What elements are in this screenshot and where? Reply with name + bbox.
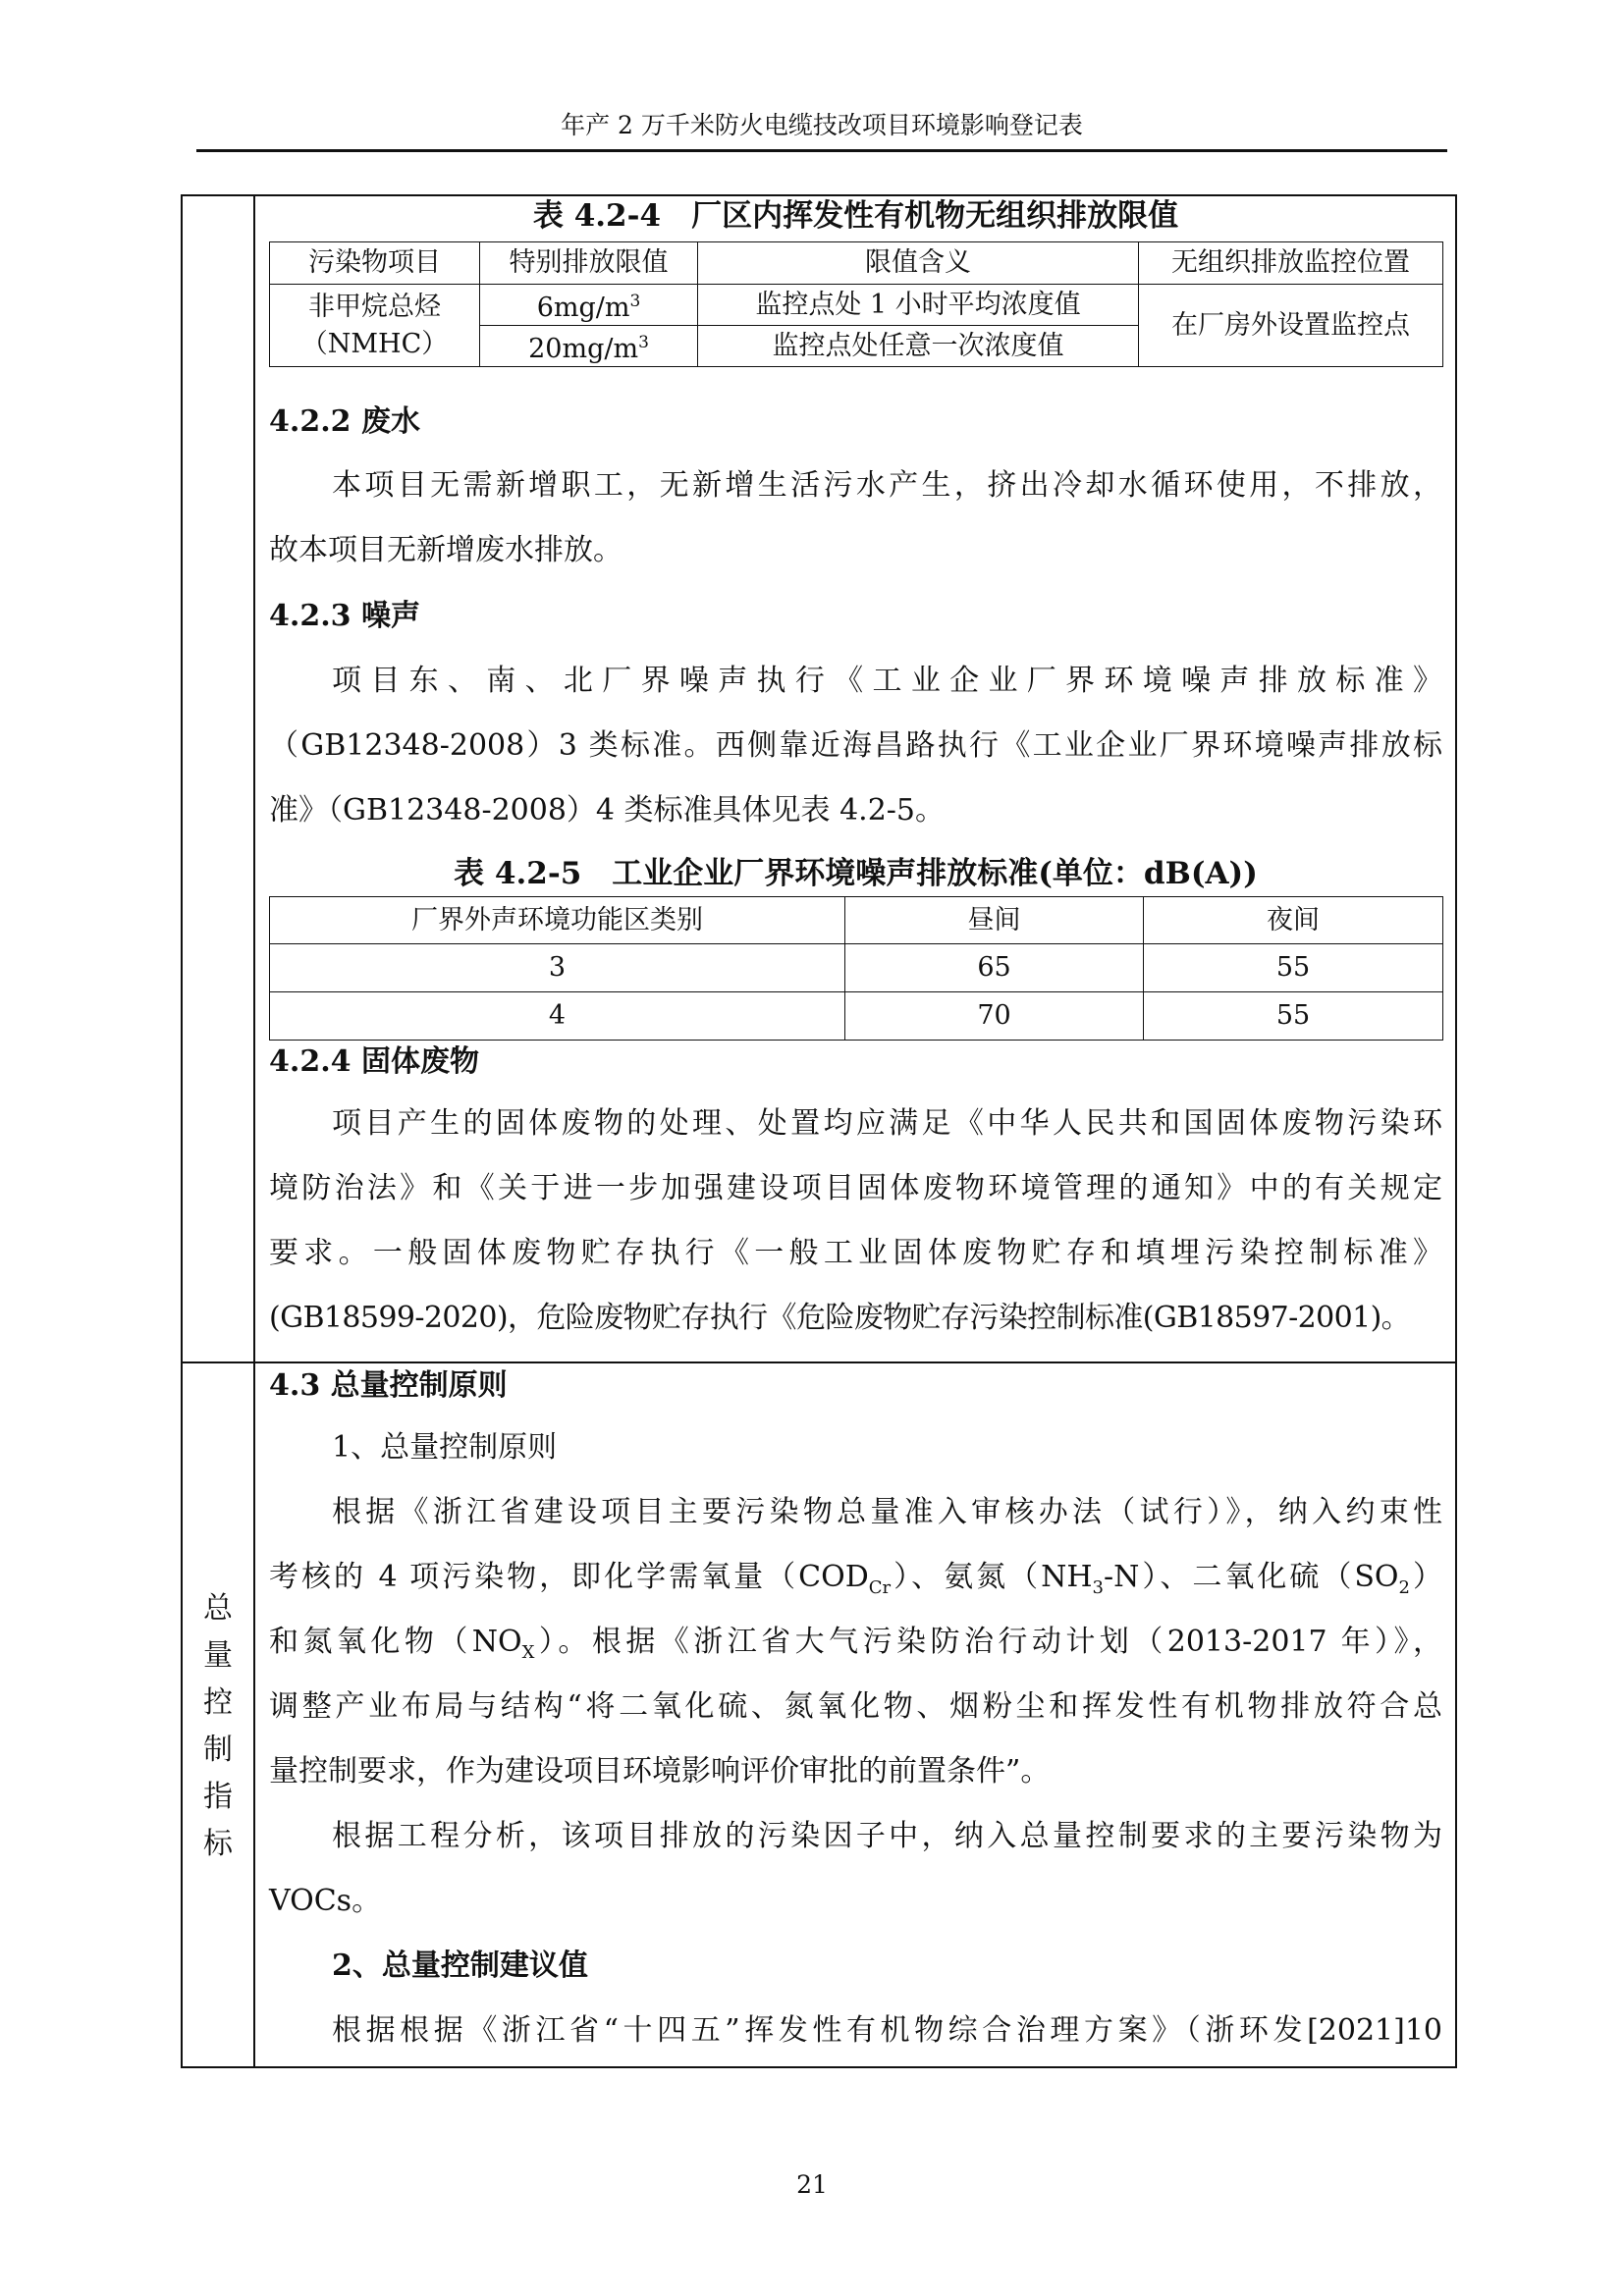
text-fragment: ） [1409, 1560, 1442, 1594]
pollutant-name: 非甲烷总烃 [308, 291, 441, 322]
subscript: X [521, 1642, 535, 1663]
table-cell: 65 [845, 944, 1144, 992]
table-header-cell: 限值含义 [698, 242, 1139, 285]
section-heading-4-3: 4.3 总量控制原则 [269, 1368, 508, 1403]
subscript: Cr [868, 1577, 892, 1598]
text-line: 境防治法》和《关于进一步加强建设项目固体废物环境管理的通知》中的有关规定 [269, 1171, 1442, 1205]
text-fragment: 考核的 4 项污染物，即化学需氧量（COD [269, 1560, 869, 1594]
subscript: 2 [1398, 1577, 1410, 1598]
vertical-label-total-control [183, 1585, 253, 1868]
table-header-cell: 夜间 [1144, 897, 1443, 944]
text-line: （GB12348-2008）3 类标准。西侧靠近海昌路执行《工业企业厂界环境噪声排放标 [269, 728, 1442, 763]
page-header-title: 年产 2 万千米防火电缆技改项目环境影响登记表 [561, 111, 1083, 139]
table-header-cell: 昼间 [845, 897, 1144, 944]
text-line: (GB18599-2020)，危险废物贮存执行《危险废物贮存污染控制标准(GB18597-2001)。 [269, 1301, 1411, 1335]
table-cell: 55 [1144, 992, 1443, 1041]
text-fragment: ）。根据《浙江省大气污染防治行动计划（2013-2017 年）》， [534, 1625, 1442, 1659]
table-cell: 4 [270, 992, 845, 1041]
text-line: 量控制要求，作为建设项目环境影响评价审批的前置条件”。 [269, 1754, 1051, 1789]
text-line-with-formulas [269, 1610, 1442, 1675]
limit-value: 20mg/m [528, 334, 639, 364]
text-line: 故本项目无新增废水排放。 [269, 533, 623, 567]
text-line: 本项目无需新增职工，无新增生活污水产生，挤出冷却水循环使用，不排放， [332, 468, 1442, 503]
table-cell: 70 [845, 992, 1144, 1041]
text-line: 准》（GB12348-2008）4 类标准具体见表 4.2-5。 [269, 793, 946, 828]
subscript: 3 [1092, 1577, 1104, 1598]
list-item-heading: 2、总量控制建议值 [332, 1949, 588, 1983]
limit-cell [480, 285, 698, 326]
paragraph-wastewater [269, 454, 1442, 583]
meaning-cell: 监控点处 1 小时平均浓度值 [698, 285, 1139, 326]
header-rule [196, 149, 1447, 152]
table-header-cell: 无组织排放监控位置 [1139, 242, 1443, 285]
meaning-cell: 监控点处任意一次浓度值 [698, 326, 1139, 367]
page-number: 21 [796, 2170, 828, 2199]
left-label-column [183, 196, 255, 2066]
text-line: VOCs。 [269, 1884, 382, 1918]
table-header-cell: 厂界外声环境功能区类别 [270, 897, 845, 944]
limit-value: 6mg/m [536, 293, 630, 323]
table-row [270, 992, 1443, 1041]
vertical-label-char: 量 [203, 1638, 233, 1673]
location-cell: 在厂房外设置监控点 [1139, 285, 1443, 367]
section-divider [183, 1362, 1455, 1363]
text-line: 项目产生的固体废物的处理、处置均应满足《中华人民共和国固体废物污染环 [332, 1106, 1442, 1141]
text-line: 项目东、南、北厂界噪声执行《工业企业厂界环境噪声排放标准》 [332, 664, 1442, 698]
pollutant-cell [270, 285, 480, 367]
table-row [270, 944, 1443, 992]
table-4-2-5-title: 表 4.2-5 工业企业厂界环境噪声排放标准(单位：dB(A)) [454, 856, 1258, 891]
unit-superscript: 3 [629, 292, 641, 311]
unit-superscript: 3 [638, 333, 649, 352]
paragraph-total-control [269, 1415, 1442, 2063]
table-cell: 3 [270, 944, 845, 992]
pollutant-abbr: （NMHC） [300, 328, 449, 359]
text-fragment: -N）、二氧化硫（SO [1104, 1560, 1399, 1594]
vertical-label-char: 制 [203, 1733, 233, 1767]
text-line-with-formulas [269, 1545, 1442, 1610]
vertical-label-char: 指 [203, 1780, 233, 1814]
table-header-cell: 污染物项目 [270, 242, 480, 285]
text-line: 根据《浙江省建设项目主要污染物总量准入审核办法（试行）》，纳入约束性 [332, 1495, 1442, 1529]
section-heading-4-2-3: 4.2.3 噪声 [269, 599, 420, 633]
table-4-2-5 [269, 896, 1443, 1041]
table-4-2-4-title: 表 4.2-4 厂区内挥发性有机物无组织排放限值 [532, 198, 1179, 234]
text-line: 要求。一般固体废物贮存执行《一般工业固体废物贮存和填埋污染控制标准》 [269, 1236, 1442, 1270]
table-4-2-4 [269, 241, 1443, 367]
text-line: 调整产业布局与结构“将二氧化硫、氮氧化物、烟粉尘和挥发性有机物排放符合总 [269, 1689, 1442, 1724]
section-heading-4-2-4: 4.2.4 固体废物 [269, 1044, 479, 1079]
vertical-label-char: 总 [203, 1591, 233, 1626]
text-fragment: ）、氨氮（NH [891, 1560, 1093, 1594]
text-line: 根据根据《浙江省“十四五”挥发性有机物综合治理方案》（浙环发[2021]10 [332, 2013, 1442, 2048]
table-header-cell: 特别排放限值 [480, 242, 698, 285]
paragraph-noise [269, 649, 1442, 843]
list-item-heading: 1、总量控制原则 [332, 1430, 558, 1465]
section-heading-4-2-2: 4.2.2 废水 [269, 404, 420, 439]
paragraph-solid-waste [269, 1092, 1442, 1351]
text-line: 根据工程分析，该项目排放的污染因子中，纳入总量控制要求的主要污染物为 [332, 1819, 1442, 1853]
vertical-label-char: 标 [203, 1827, 233, 1861]
text-fragment: 和氮氧化物（NO [269, 1625, 522, 1659]
table-cell: 55 [1144, 944, 1443, 992]
limit-cell [480, 326, 698, 367]
vertical-label-char: 控 [203, 1685, 233, 1720]
